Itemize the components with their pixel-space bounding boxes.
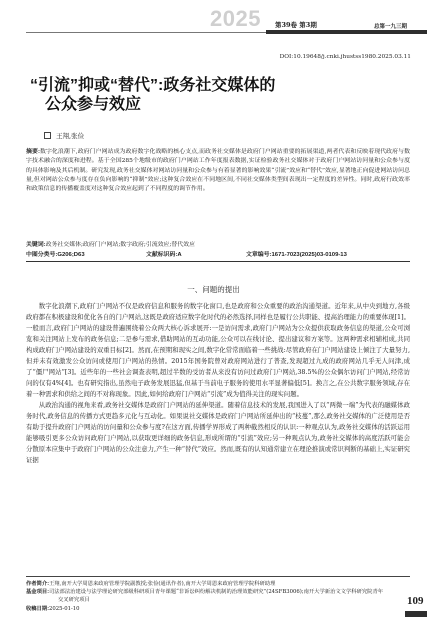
footnote-received-label: 收稿日期:	[26, 605, 49, 612]
abstract-text: 数字化浪潮下,政府门户网站成为政府数字化战略的核心支点,而政务社交媒体是政府门户网站重要的拓展渠道,两者代表和反映着现代政府与数字技术融合的深度和进程。基于全国285个地级市的政府门户网站工作年度报表数据,实证检验政务社交媒体对于政府门户网站访问量和公众参与度的具体影响及其后机制。研究发现,政务社交媒体对网站访问量和公众参与有着显著的影响效果“引流”效应和“替代”效应,显著地正向促进网站访问总量,但对网站公众参与度存在负向影响的“抑制”效应;这种复合效应在不同地区间,不同社交媒体类型间表现出一定程度的差异性。同时,政府行政效率和政策信息的传播覆盖度对这种复合效应起到了不同程度的调节作用。	[26, 149, 410, 193]
meta-separator	[26, 261, 410, 262]
page-number: 109	[407, 595, 424, 607]
footnote-author-text: 王翔,南开大学周恩来政府管理学院副教授;张俭(通讯作者),南开大学周恩来政府管理学院科研助理	[48, 581, 276, 587]
author-box-icon	[44, 132, 51, 139]
header-total-issue: 总第一九三期	[374, 24, 408, 30]
footnote-received-text: 2025-01-10	[48, 605, 80, 612]
clc-number: 中图分类号:G206;D63	[26, 252, 85, 258]
keywords-label: 关键词:	[26, 242, 46, 248]
body-paragraph: 数字化浪潮下,政府门户网站不仅是政府信息和服务的数字化窗口,也是政府和公众重要的政治沟通渠道。近年来,从中央到地方,各级政府都在积极建设和优化各自的门户网站,这既是政府适应数字化时代的必然选择,同样也是履行公共职能、提高治理能力的重要体现[1]。一般而言,政府门户网站的建设普遍围绕着公众两大核心诉求展开:一是访问需求,政府门户网站为公众提供获取政务信息的渠道,公众可浏览和关注网站上发布的政务信息;二是参与需求,借助网站的互动功能,公众可以在线讨论、提出建议和方案等。这两种需求相辅相成,共同构成政府门户网站建设的双重目标[2]。然而,在预期和现实之间,数字化常常面临着一些挑战:尽管政府在门户网站建设上倾注了大量努力,但并未有效激发公众访问或使用门户网站的热情。2015年国务院曾对政府网站进行了普查,发现超过九成的政府网站几乎无人问津,成了“僵尸网站”[3]。近些年的一些社会调查表明,超过半数的受访者从来没有访问过政府门户网站,38.5%的公众偶尔访问门户网站,经常访问的仅有4%[4]。也有研究指出,虽然电子政务发展迅猛,但基于当前电子服务的使用水平显著偏低[5]。换言之,在公共数字服务领域,存在着一种需求和供给之间的不对称现象。因此,如何给政府门户网站“引流”成为值得关注的现实问题。	[26, 302, 410, 398]
footnote-fund	[26, 588, 386, 604]
keywords	[26, 239, 410, 248]
article-number: 文章编号:1671-7023(2025)03-0109-13	[246, 252, 347, 258]
page-number-bar	[405, 611, 427, 617]
header-rule	[26, 32, 266, 33]
footnote-author	[26, 580, 386, 588]
body-paragraph: 从政治沟通的视角来看,政务社交媒体是政府门户网站的延伸渠道。随着信息技术的发展,我国进入了以“两微一端”为代表的融媒体政务时代,政务信息的传播方式更趋多元化与互动化。如果说社交媒体是政府门户网站所延伸出的“枝蔓”,那么政务社交媒体的广泛使用是否有助于提升政府门户网站的访问量和公众参与度?在这方面,传播学界形成了两种截然相反的认识:一种观点认为,政务社交媒体的活跃运用能够吸引更多公众访问政府门户网站,以获取更详细的政务信息,形成所谓的“引流”效应;另一种观点认为,政务社交媒体的高度活跃可能会分散原本应集中于政府门户网站的公众注意力,产生一种“替代”效应。然而,既有的认知通常建立在理论推演或常识判断的基础上,实证研究证据	[26, 401, 410, 464]
section-heading: 一、问题的提出	[187, 285, 240, 294]
footnote-received	[26, 605, 386, 613]
header-bar	[266, 30, 427, 34]
author-names: 王翔,张俭	[56, 132, 85, 140]
footnote-fund-text: 司法部法治建设与法学理论研究部级科研项目青年课题“非诉讼纠纷解决机制的治理效能研究”(24SFB3006);南开大学新治文文学科研究院青年交叉研究项目	[48, 589, 384, 604]
footnote-rule	[26, 576, 410, 577]
author-line	[44, 131, 84, 140]
title-line-1: “引流”抑或“替代”:政务社交媒体的	[30, 77, 276, 94]
document-code: 文献标识码:A	[146, 252, 182, 258]
header-volume-issue: 第39卷 第3期	[275, 21, 317, 29]
body-text	[26, 301, 410, 466]
abstract	[26, 148, 410, 194]
footnote-author-label: 作者简介:	[26, 581, 49, 587]
article-title	[30, 76, 275, 114]
keywords-text: 政务社交媒体;政府门户网站;数字政府;引流效应;替代效应	[45, 242, 195, 248]
footnote-fund-label: 基金项目:	[26, 589, 49, 596]
doi: DOI:10.19648/j.cnki.jhustss1980.2025.03.11	[279, 54, 411, 60]
title-line-2: 公众参与效应	[45, 96, 142, 113]
abstract-label: 摘要:	[26, 149, 40, 155]
header-year-watermark: 2025	[210, 6, 261, 31]
footnotes	[26, 580, 386, 613]
